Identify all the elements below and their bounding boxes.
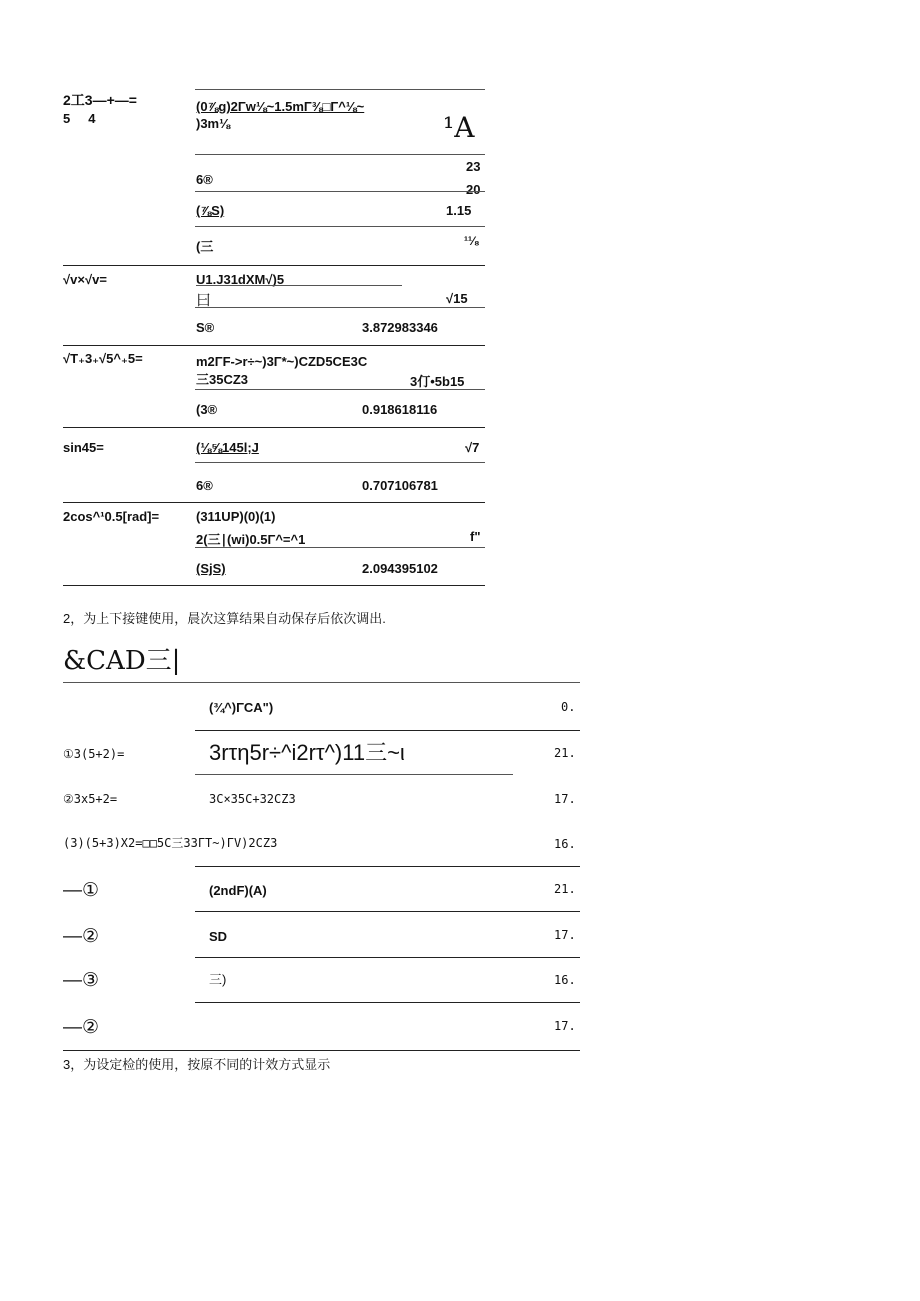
key-sequence: 6® <box>196 172 213 187</box>
expression: 2cos^¹0.5[rad]= <box>63 509 160 524</box>
recall-label: —③ <box>63 970 100 991</box>
key-sequence: SD <box>209 929 228 944</box>
key-sequence: 三35CZ3 <box>196 372 249 387</box>
key-sequence: (¾^)ΓCA") <box>209 700 274 715</box>
display-value: 20 <box>466 182 481 197</box>
rule <box>195 191 485 192</box>
rule <box>195 547 485 548</box>
key-sequence: 曰 <box>196 292 212 309</box>
key-sequence: 6® <box>196 478 213 493</box>
display-value: √15 <box>446 291 468 306</box>
key-sequence: (3® <box>196 402 218 417</box>
note-paragraph: 3，为设定检的使用，按原不同的计效方式显示 <box>63 1057 331 1072</box>
key-sequence: S® <box>196 320 215 335</box>
expression: √v×√v= <box>63 272 107 287</box>
key-sequence: 2(三∣(wi)0.5Γ^=^1 <box>196 532 306 547</box>
expression-denominators: 5 4 <box>63 111 96 126</box>
display-glyph: ¹A <box>443 111 475 144</box>
row-divider <box>195 866 580 867</box>
key-sequence: (311UP)(0)(1) <box>196 509 276 524</box>
expression: √T₊3₊√5^₊5= <box>63 351 143 366</box>
key-sequence: )3m⅛ <box>196 116 230 131</box>
rule <box>63 682 580 683</box>
display-fraction: ¹¹⁄₈ <box>464 234 480 248</box>
key-sequence: 三) <box>209 972 227 987</box>
key-sequence: 3C×35C+32CZ3 <box>209 792 296 806</box>
result-value: 0.918618116 <box>362 402 438 417</box>
rule <box>195 389 485 390</box>
key-sequence: (2ndF)(A) <box>209 883 267 898</box>
display-clip <box>462 178 486 197</box>
rule <box>196 285 402 286</box>
result-value: 17. <box>554 792 576 806</box>
rule <box>195 89 485 90</box>
rule <box>195 774 513 775</box>
note-paragraph: 2，为上下接键使用，晨次这算结果自动保存后依次调出. <box>63 611 386 626</box>
key-sequence: m2ΓF->r÷~)3Γ*~)CZD5CE3C <box>196 354 368 369</box>
result-value: 21. <box>554 746 576 760</box>
expression: 2工3—+—= <box>63 92 137 108</box>
row-divider <box>63 427 485 428</box>
expression: sin45= <box>63 440 104 455</box>
result-value: 0. <box>561 700 576 714</box>
display-value: √7 <box>465 440 480 455</box>
result-value: 16. <box>554 973 576 987</box>
result-value: 17. <box>554 928 576 942</box>
row-divider <box>63 1050 580 1051</box>
key-sequence: (0⅞g)2Γw⅛~1.5mΓ⅜□Γ^⅛~ <box>196 99 365 114</box>
row-divider <box>63 585 485 586</box>
rule <box>195 154 485 155</box>
result-value: 2.094395102 <box>362 561 438 576</box>
recall-label: —② <box>63 1017 100 1038</box>
result-value: 1.15 <box>446 203 472 218</box>
row-divider <box>195 911 580 912</box>
display-value: 3仃•5b15 <box>410 374 465 389</box>
key-sequence: (⅛⅝145l;J <box>196 440 259 455</box>
expression: (3)(5+3)X2=□□5C三33ΓT~)ΓV)2CZ3 <box>63 836 278 850</box>
rule <box>195 307 485 308</box>
key-sequence: (SjS) <box>196 561 226 576</box>
display-value: f" <box>470 529 481 544</box>
expression: ①3(5+2)= <box>63 747 125 761</box>
row-divider <box>63 345 485 346</box>
key-sequence: (三 <box>196 239 214 254</box>
expression: ②3x5+2= <box>63 792 118 806</box>
row-divider <box>195 1002 580 1003</box>
result-value: 16. <box>554 837 576 851</box>
recall-label: —② <box>63 926 100 947</box>
result-value: 21. <box>554 882 576 896</box>
row-divider <box>63 265 485 266</box>
key-sequence: 3rτη5r÷^i2rτ^)11三~ι <box>209 740 405 765</box>
rule <box>195 226 485 227</box>
result-value: 3.872983346 <box>362 320 438 335</box>
key-sequence: U1.J31dXM√)5 <box>196 272 285 287</box>
rule <box>195 462 485 463</box>
section-heading: &CAD三| <box>63 646 181 676</box>
row-divider <box>195 957 580 958</box>
row-divider <box>63 502 485 503</box>
recall-label: —① <box>63 880 100 901</box>
display-value: 23 <box>466 159 481 174</box>
row-divider <box>195 730 580 731</box>
result-value: 17. <box>554 1019 576 1033</box>
key-sequence: (⅞S) <box>196 203 225 218</box>
result-value: 0.707106781 <box>362 478 438 493</box>
